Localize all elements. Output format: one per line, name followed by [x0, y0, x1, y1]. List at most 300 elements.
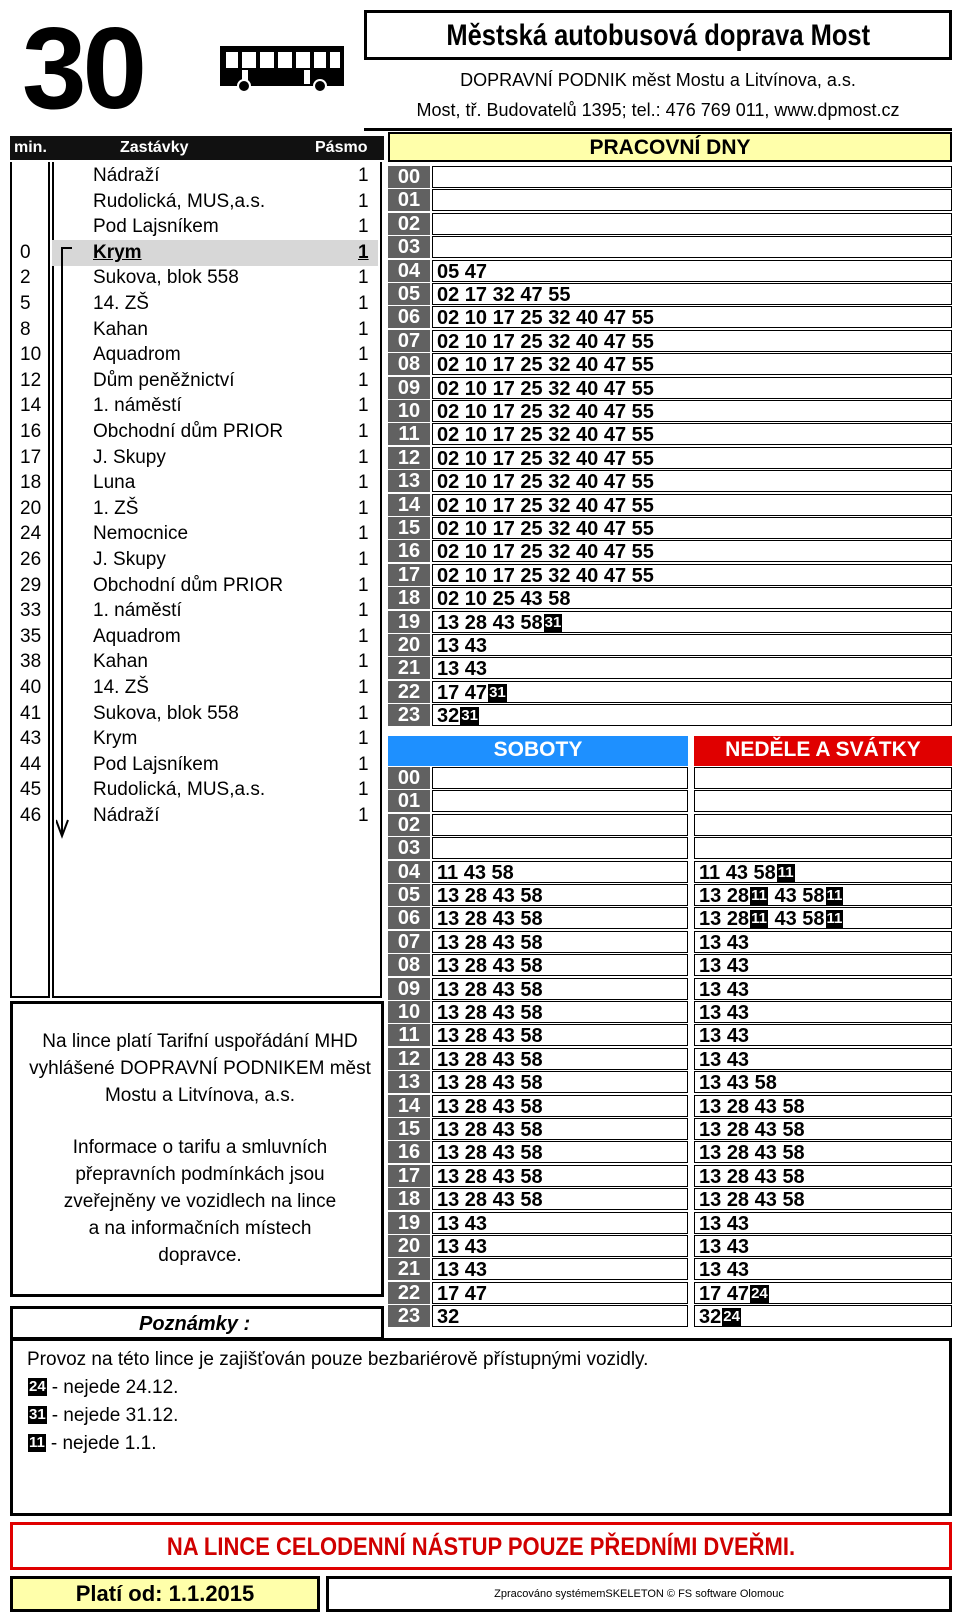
minutes-text: 05 47	[437, 260, 488, 283]
stop-zone: 1	[358, 805, 369, 826]
notes-label-box	[10, 1306, 384, 1340]
minutes-text: 02 10 17 25 32 40 47 55	[437, 447, 654, 470]
stop-minute: 5	[20, 293, 31, 314]
hour-cell: 06	[388, 907, 430, 929]
minute-value: 32	[699, 1306, 722, 1329]
stop-zone: 1	[358, 216, 369, 238]
software-credit: Zpracováno systémemSKELETON © FS software Olomouc	[326, 1576, 952, 1612]
hour-cell: 15	[388, 1118, 430, 1140]
minutes-text: 13 43	[437, 635, 488, 657]
hour-cell: 10	[388, 1001, 430, 1023]
hour-cell: 15	[388, 517, 430, 539]
tariff-info-line: Mostu a Litvínova, a.s.	[104, 1085, 296, 1106]
weekday-minutes	[432, 564, 952, 586]
stop-minute: 14	[20, 395, 42, 417]
weekday-minutes	[432, 166, 952, 188]
sunday-minutes	[694, 1212, 952, 1234]
stop-zone: 1	[358, 625, 369, 647]
weekdays-title: PRACOVNÍ DNY	[388, 132, 952, 162]
hour-cell: 18	[388, 587, 430, 609]
hour-cell: 13	[388, 1071, 430, 1093]
tariff-info-box	[10, 1001, 384, 1297]
minutes-text: 13 28 43 58	[437, 1142, 543, 1165]
sunday-minutes	[694, 1305, 952, 1327]
sunday-minutes	[694, 931, 952, 953]
stop-name: Pod Lajsníkem	[93, 753, 219, 775]
tariff-info-line: přepravních podmínkách jsou	[75, 1164, 325, 1185]
hour-cell: 23	[388, 1305, 430, 1327]
note-item	[27, 1433, 157, 1455]
valid-from: Platí od: 1.1.2015	[10, 1576, 320, 1612]
hour-cell: 10	[388, 400, 430, 422]
hour-cell: 04	[388, 861, 430, 883]
stop-name: 14. ZŠ	[93, 293, 149, 314]
minute-value: 13	[699, 1212, 722, 1235]
stop-minute: 41	[20, 702, 42, 724]
exception-badge: 11	[826, 887, 843, 904]
hour-cell: 14	[388, 1095, 430, 1117]
hour-cell: 16	[388, 1141, 430, 1163]
minutes-text: 02 10 17 25 32 40 47 55	[437, 424, 654, 447]
hour-cell: 21	[388, 1258, 430, 1280]
stop-zone: 1	[358, 702, 369, 724]
saturday-minutes	[432, 954, 688, 976]
saturday-minutes	[432, 1095, 688, 1117]
hour-cell: 00	[388, 767, 430, 789]
stop-name: J. Skupy	[93, 446, 166, 468]
minute-value: 13	[699, 1189, 722, 1212]
hour-cell: 03	[388, 837, 430, 859]
weekday-minutes	[432, 704, 952, 726]
stop-zone: 1	[358, 241, 369, 263]
stop-zone: 1	[358, 574, 369, 596]
minutes-text: 13 28 43 58	[437, 955, 543, 978]
minutes-text: 13 28 43 58	[437, 1095, 543, 1118]
weekday-minutes	[432, 189, 952, 211]
stop-name: 1. náměstí	[93, 395, 182, 417]
stop-minute: 16	[20, 421, 42, 442]
hour-cell: 01	[388, 189, 430, 211]
sunday-minutes	[694, 1024, 952, 1046]
minutes-text: 13 28 43 58	[437, 931, 543, 954]
company-title-box	[364, 10, 952, 60]
stop-zone: 1	[358, 293, 369, 314]
minutes-text: 02 10 17 25 32 40 47 55	[437, 377, 654, 400]
minute-value: 28	[726, 1189, 750, 1212]
sunday-minutes	[694, 1141, 952, 1163]
stop-minute: 0	[20, 241, 31, 263]
saturday-minutes	[432, 1001, 688, 1023]
stop-name: Nádraží	[93, 805, 160, 826]
weekday-minutes	[432, 377, 952, 399]
minute-value: 43	[754, 1119, 777, 1141]
weekday-minutes	[432, 353, 952, 375]
route-direction-arrow	[56, 246, 76, 846]
note-text: - nejede 31.12.	[51, 1405, 179, 1426]
stop-name: Nemocnice	[93, 523, 189, 545]
hour-cell: 09	[388, 377, 430, 399]
stop-name: Sukova, blok 558	[93, 267, 239, 289]
stop-minute: 33	[20, 600, 42, 622]
exception-badge: 11	[826, 910, 843, 928]
minutes-text: 02 17 32 47 55	[437, 284, 571, 306]
warning-box	[10, 1522, 952, 1570]
stop-name: 1. náměstí	[93, 600, 182, 622]
saturday-minutes	[432, 790, 688, 812]
stop-name: Obchodní dům PRIOR	[93, 574, 284, 596]
weekday-minutes	[432, 213, 952, 235]
note-item	[27, 1405, 178, 1427]
minutes-text: 17 47	[437, 681, 488, 704]
hour-cell: 08	[388, 954, 430, 976]
notes-box	[10, 1338, 952, 1516]
hour-cell: 18	[388, 1188, 430, 1210]
weekday-minutes	[432, 306, 952, 328]
exception-badge: 11	[751, 910, 767, 928]
tariff-info-line: Informace o tarifu a smluvních	[72, 1137, 328, 1158]
tariff-info-line: vyhlášené DOPRAVNÍ PODNIKEM měst	[29, 1058, 371, 1079]
saturday-minutes	[432, 1212, 688, 1234]
minutes-text: 32	[437, 705, 460, 728]
saturday-minutes	[432, 1235, 688, 1257]
stop-name: Nádraží	[93, 165, 160, 186]
stop-zone: 1	[358, 600, 369, 622]
hour-cell: 14	[388, 494, 430, 516]
exception-badge: 11	[777, 863, 794, 881]
note-text: - nejede 24.12.	[51, 1377, 179, 1398]
stops-column-header: Zastávky	[120, 139, 189, 156]
sundays-title: NEDĚLE A SVÁTKY	[694, 736, 952, 766]
stop-name: Obchodní dům PRIOR	[93, 421, 284, 442]
note-code-badge: 31	[29, 1406, 46, 1423]
hour-cell: 11	[388, 423, 430, 445]
minute-value: 43	[726, 1025, 750, 1048]
weekday-minutes	[432, 540, 952, 562]
note-code-badge: 24	[29, 1378, 46, 1395]
stop-name: 14. ZŠ	[93, 677, 149, 698]
minute-value: 28	[726, 908, 750, 931]
stop-name: Kahan	[93, 651, 148, 673]
hour-cell: 08	[388, 353, 430, 375]
hour-cell: 07	[388, 931, 430, 953]
sunday-minutes	[694, 767, 952, 789]
stop-zone: 1	[358, 190, 369, 212]
exception-badge: 31	[489, 683, 506, 701]
minute-value: 43	[726, 1212, 750, 1235]
sunday-minutes	[694, 861, 952, 883]
minute-value: 13	[699, 931, 722, 954]
minutes-text: 02 10 17 25 32 40 47 55	[437, 307, 654, 330]
stop-zone: 1	[358, 446, 369, 468]
hour-cell: 21	[388, 657, 430, 679]
minute-value: 28	[726, 1142, 750, 1165]
minute-value: 43	[754, 1189, 777, 1212]
stop-zone: 1	[358, 753, 369, 775]
stop-zone: 1	[358, 344, 369, 366]
stop-minute: 35	[20, 625, 42, 647]
tariff-info-line: a na informačních místech	[88, 1218, 312, 1239]
minutes-text: 13 28 43 58	[437, 1189, 543, 1212]
saturday-minutes	[432, 884, 688, 906]
weekday-minutes	[432, 494, 952, 516]
stop-zone: 1	[358, 523, 369, 545]
company-title: Městská autobusová doprava Most	[446, 19, 870, 52]
minute-value: 58	[782, 1119, 805, 1141]
stop-name: Aquadrom	[93, 625, 181, 647]
saturday-minutes	[432, 814, 688, 836]
header-divider	[364, 128, 952, 131]
hour-cell: 05	[388, 283, 430, 305]
saturday-minutes	[432, 1282, 688, 1304]
bus-icon	[218, 44, 346, 92]
minute-value: 58	[782, 1189, 805, 1212]
exception-badge: 24	[723, 1308, 740, 1326]
stop-minute: 24	[20, 523, 42, 545]
hour-cell: 17	[388, 1165, 430, 1187]
minutes-text: 13 28 43 58	[437, 1072, 543, 1095]
note-accessibility: Provoz na této lince je zajišťován pouze bezbariérově přístupnými vozidly.	[27, 1349, 649, 1370]
weekday-minutes	[432, 283, 952, 305]
hour-cell: 07	[388, 330, 430, 352]
stop-name: Rudolická, MUS,a.s.	[93, 190, 266, 212]
minutes-text: 02 10 17 25 32 40 47 55	[437, 401, 654, 423]
sunday-minutes	[694, 1165, 952, 1187]
minute-value: 58	[782, 1165, 805, 1188]
sunday-minutes	[694, 1001, 952, 1023]
stop-minute: 8	[20, 318, 31, 340]
stop-zone: 1	[358, 318, 369, 340]
hour-cell: 03	[388, 236, 430, 258]
minutes-text: 02 10 17 25 32 40 47 55	[437, 354, 654, 377]
saturday-minutes	[432, 1165, 688, 1187]
sunday-minutes	[694, 884, 952, 906]
minutes-text: 13 28 43 58	[437, 978, 543, 1001]
zone-column-header: Pásmo	[315, 139, 368, 156]
minutes-text: 02 10 25 43 58	[437, 588, 571, 611]
stop-name: Kahan	[93, 318, 148, 340]
weekday-minutes	[432, 657, 952, 679]
sunday-minutes	[694, 790, 952, 812]
minute-value: 13	[699, 955, 722, 978]
tariff-info-line: dopravce.	[158, 1245, 242, 1266]
hour-cell: 06	[388, 306, 430, 328]
sunday-minutes	[694, 1048, 952, 1070]
minutes-text: 13 28 43 58	[437, 908, 543, 931]
hour-cell: 04	[388, 260, 430, 282]
stop-minute: 18	[20, 472, 42, 494]
minutes-text: 13 28 43 58	[437, 1025, 543, 1048]
stop-minute: 43	[20, 728, 42, 750]
stop-name: J. Skupy	[93, 549, 166, 570]
saturday-minutes	[432, 837, 688, 859]
weekday-minutes	[432, 681, 952, 703]
minutes-text: 13 28 43 58	[437, 1002, 543, 1024]
hour-cell: 19	[388, 1212, 430, 1234]
hour-cell: 02	[388, 213, 430, 235]
note-item	[27, 1377, 178, 1399]
stop-minute: 2	[20, 267, 31, 289]
minutes-text: 02 10 17 25 32 40 47 55	[437, 564, 654, 587]
minutes-text: 13 28 43 58	[437, 1048, 543, 1071]
weekday-minutes	[432, 517, 952, 539]
sunday-minutes	[694, 1071, 952, 1093]
minute-value: 13	[699, 1165, 722, 1188]
minute-value: 17	[699, 1282, 722, 1305]
minute-value: 58	[753, 861, 776, 884]
minutes-text: 02 10 17 25 32 40 47 55	[437, 330, 654, 353]
minutes-text: 13 43	[437, 1212, 488, 1235]
minutes-text: 13 28 43 58	[437, 885, 543, 907]
stop-zone: 1	[358, 677, 369, 698]
minutes-text: 02 10 17 25 32 40 47 55	[437, 494, 654, 517]
minute-value: 28	[726, 1119, 750, 1141]
stop-zone: 1	[358, 497, 369, 519]
stop-minute: 46	[20, 805, 42, 826]
minute-value: 11	[699, 861, 721, 884]
warning-text: NA LINCE CELODENNÍ NÁSTUP POUZE PŘEDNÍMI DVEŘMI.	[166, 1533, 796, 1561]
stop-name: Krym	[93, 241, 142, 263]
saturday-minutes	[432, 907, 688, 929]
saturday-minutes	[432, 978, 688, 1000]
minute-value: 13	[699, 978, 722, 1001]
minute-value: 43	[726, 978, 750, 1001]
stop-name: 1. ZŠ	[93, 497, 139, 519]
operator-address: Most, tř. Budovatelů 1395; tel.: 476 769 011, www.dpmost.cz	[416, 100, 900, 120]
note-text: - nejede 1.1.	[50, 1433, 157, 1454]
sunday-minutes	[694, 1282, 952, 1304]
minutes-text: 02 10 17 25 32 40 47 55	[437, 541, 654, 564]
hour-cell: 12	[388, 447, 430, 469]
minute-value: 13	[699, 908, 722, 931]
hour-cell: 22	[388, 1282, 430, 1304]
stops-table-header	[10, 136, 384, 160]
exception-badge: 31	[461, 707, 478, 725]
minutes-text: 13 28 43 58	[437, 611, 543, 634]
operator-name: DOPRAVNÍ PODNIK měst Mostu a Litvínova, a.s.	[460, 70, 856, 90]
minute-value: 43	[726, 955, 750, 978]
minute-value: 13	[699, 885, 722, 907]
hour-cell: 09	[388, 978, 430, 1000]
hour-cell: 20	[388, 634, 430, 656]
saturday-minutes	[432, 1258, 688, 1280]
minute-value: 13	[699, 1142, 722, 1165]
minutes-text: 13 28 43 58	[437, 1119, 543, 1141]
saturday-minutes	[432, 861, 688, 883]
minute-value: 58	[782, 1095, 805, 1118]
stop-zone: 1	[358, 369, 369, 391]
sunday-minutes	[694, 907, 952, 929]
saturday-minutes	[432, 1188, 688, 1210]
exception-badge: 24	[751, 1284, 768, 1302]
hour-cell: 20	[388, 1235, 430, 1257]
stop-zone: 1	[358, 549, 369, 570]
stop-name: Sukova, blok 558	[93, 702, 239, 724]
stop-zone: 1	[358, 165, 369, 186]
sunday-minutes	[694, 1095, 952, 1117]
minute-value: 13	[699, 1119, 722, 1141]
hour-cell: 22	[388, 681, 430, 703]
sunday-minutes	[694, 978, 952, 1000]
minute-value: 43	[754, 1095, 777, 1118]
stop-name: Pod Lajsníkem	[93, 216, 219, 238]
minutes-text: 13 43	[437, 1236, 488, 1258]
sunday-minutes	[694, 814, 952, 836]
hour-cell: 01	[388, 790, 430, 812]
notes-label: Poznámky :	[139, 1313, 251, 1335]
stop-minute: 40	[20, 677, 42, 698]
weekday-minutes	[432, 330, 952, 352]
minutes-text: 13 43	[437, 658, 488, 681]
weekday-minutes	[432, 423, 952, 445]
minute-value: 28	[726, 1095, 750, 1118]
stop-zone: 1	[358, 395, 369, 417]
weekday-minutes	[432, 447, 952, 469]
sunday-minutes	[694, 1258, 952, 1280]
minute-value: 43	[774, 908, 797, 931]
exception-badge: 11	[751, 887, 767, 904]
saturday-minutes	[432, 767, 688, 789]
stop-minute: 38	[20, 651, 42, 673]
hour-cell: 19	[388, 611, 430, 633]
minutes-text: 02 10 17 25 32 40 47 55	[437, 518, 654, 540]
hour-cell: 12	[388, 1048, 430, 1070]
tariff-info-line: zveřejněny ve vozidlech na lince	[63, 1191, 337, 1212]
stop-name: Luna	[93, 472, 136, 494]
minute-value: 43	[726, 1002, 750, 1024]
stop-zone: 1	[358, 728, 369, 750]
stop-name: Rudolická, MUS,a.s.	[93, 779, 266, 801]
stop-minute: 10	[20, 344, 42, 366]
minute-value: 13	[699, 1259, 722, 1282]
stop-minute: 29	[20, 574, 42, 596]
stop-zone: 1	[358, 472, 369, 494]
stop-name: Dům peněžnictví	[93, 369, 235, 391]
minute-value: 13	[699, 1236, 722, 1258]
minute-value: 43	[725, 861, 748, 884]
minute-value: 43	[726, 1048, 750, 1071]
min-column-header: min.	[14, 139, 47, 156]
hour-cell: 00	[388, 166, 430, 188]
sunday-minutes	[694, 1188, 952, 1210]
stop-zone: 1	[358, 267, 369, 289]
hour-cell: 05	[388, 884, 430, 906]
minute-value: 43	[726, 931, 750, 954]
hour-cell: 16	[388, 540, 430, 562]
weekday-minutes	[432, 236, 952, 258]
minute-value: 58	[782, 1142, 805, 1165]
minute-value: 28	[726, 1165, 750, 1188]
line-number: 30	[22, 3, 144, 133]
minute-value: 43	[754, 1165, 777, 1188]
sunday-minutes	[694, 1235, 952, 1257]
saturday-minutes	[432, 1024, 688, 1046]
minute-value: 58	[802, 885, 825, 907]
stop-name: Krym	[93, 728, 138, 750]
stop-minute: 17	[20, 446, 42, 468]
hour-cell: 11	[388, 1024, 430, 1046]
note-code-badge: 11	[29, 1434, 45, 1451]
stop-minute: 45	[20, 779, 42, 801]
minute-value: 43	[754, 1142, 777, 1165]
minute-value: 43	[774, 885, 797, 907]
minute-value: 43	[726, 1236, 750, 1258]
saturday-minutes	[432, 1141, 688, 1163]
weekday-minutes	[432, 634, 952, 656]
minutes-text: 13 28 43 58	[437, 1165, 543, 1188]
minutes-text: 17 47	[437, 1282, 488, 1305]
hour-cell: 02	[388, 814, 430, 836]
saturday-minutes	[432, 1048, 688, 1070]
